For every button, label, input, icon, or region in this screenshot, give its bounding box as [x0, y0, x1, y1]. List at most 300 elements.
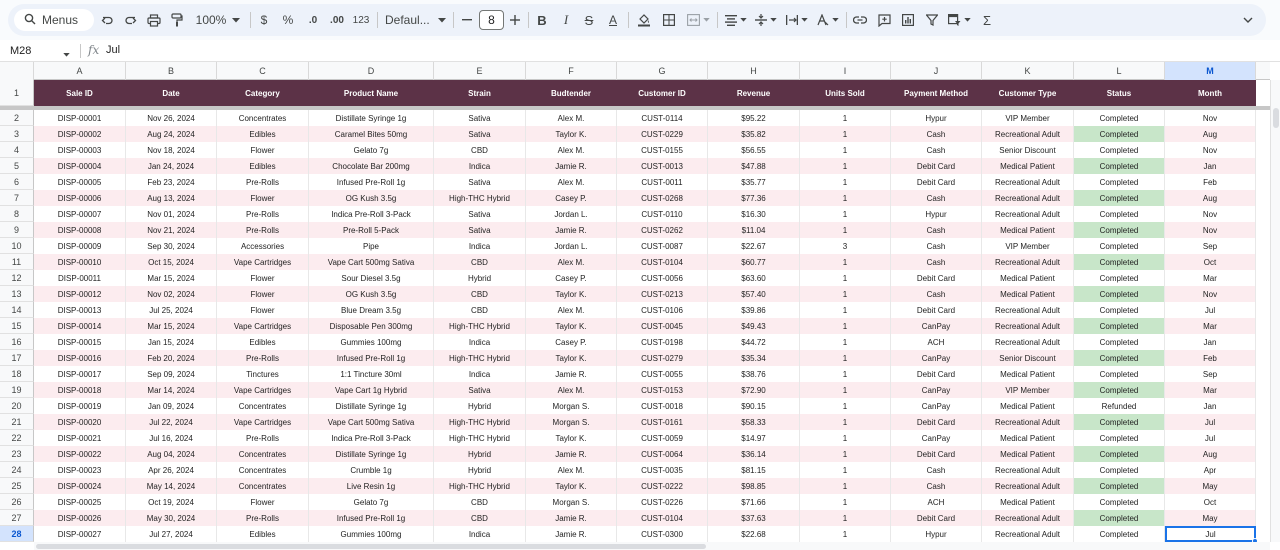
data-cell[interactable]: Jamie R. [526, 446, 617, 462]
data-cell[interactable]: Recreational Adult [982, 526, 1074, 542]
data-cell[interactable]: $22.68 [708, 526, 800, 542]
font-size-input[interactable]: 8 [479, 10, 504, 30]
data-cell[interactable]: High-THC Hybrid [434, 350, 526, 366]
data-cell[interactable]: High-THC Hybrid [434, 430, 526, 446]
data-cell[interactable]: Recreational Adult [982, 174, 1074, 190]
data-cell[interactable]: Recreational Adult [982, 478, 1074, 494]
data-cell[interactable]: 1 [800, 510, 891, 526]
data-cell[interactable]: $37.63 [708, 510, 800, 526]
data-cell[interactable]: DISP-00006 [34, 190, 126, 206]
data-cell[interactable]: Pre-Roll 5-Pack [309, 222, 434, 238]
data-cell[interactable]: 1 [800, 190, 891, 206]
data-cell[interactable]: $39.86 [708, 302, 800, 318]
data-cell[interactable]: Concentrates [217, 462, 309, 478]
increase-font-size-icon[interactable] [508, 4, 522, 36]
data-cell[interactable]: $60.77 [708, 254, 800, 270]
data-cell[interactable]: $22.67 [708, 238, 800, 254]
formula-input[interactable]: Jul [106, 44, 121, 56]
data-cell[interactable]: Indica Pre-Roll 3-Pack [309, 430, 434, 446]
row-header[interactable]: 2 [0, 110, 34, 126]
data-cell[interactable]: Recreational Adult [982, 510, 1074, 526]
data-cell[interactable]: Apr [1165, 462, 1256, 478]
data-cell[interactable]: Cash [891, 286, 982, 302]
link-icon[interactable] [852, 4, 868, 36]
data-cell[interactable]: DISP-00022 [34, 446, 126, 462]
data-cell[interactable]: Hybrid [434, 398, 526, 414]
print-icon[interactable] [145, 4, 163, 36]
data-cell[interactable]: May 30, 2024 [126, 510, 217, 526]
data-cell[interactable]: CUST-0011 [617, 174, 708, 190]
data-cell[interactable]: DISP-00019 [34, 398, 126, 414]
data-cell[interactable]: Debit Card [891, 302, 982, 318]
filter-views-icon[interactable] [946, 4, 972, 36]
data-cell[interactable]: Mar 15, 2024 [126, 318, 217, 334]
data-cell[interactable]: DISP-00008 [34, 222, 126, 238]
data-cell[interactable]: DISP-00007 [34, 206, 126, 222]
data-cell[interactable]: Cash [891, 190, 982, 206]
data-cell[interactable]: 1 [800, 110, 891, 126]
data-cell[interactable]: Completed [1074, 446, 1165, 462]
data-cell[interactable]: Mar 15, 2024 [126, 270, 217, 286]
data-cell[interactable]: Tinctures [217, 366, 309, 382]
data-cell[interactable]: DISP-00004 [34, 158, 126, 174]
data-cell[interactable]: Distillate Syringe 1g [309, 110, 434, 126]
data-cell[interactable]: CanPay [891, 318, 982, 334]
spreadsheet-grid[interactable] [0, 62, 1270, 542]
data-cell[interactable]: Mar [1165, 318, 1256, 334]
column-header-j[interactable]: J [891, 62, 982, 80]
percent-format-button[interactable]: % [282, 13, 294, 27]
data-cell[interactable]: Indica [434, 158, 526, 174]
data-cell[interactable]: 1 [800, 270, 891, 286]
data-cell[interactable]: Completed [1074, 382, 1165, 398]
data-cell[interactable]: DISP-00001 [34, 110, 126, 126]
data-cell[interactable]: Refunded [1074, 398, 1165, 414]
data-cell[interactable]: Edibles [217, 526, 309, 542]
data-cell[interactable]: Medical Patient [982, 158, 1074, 174]
column-header-i[interactable]: I [800, 62, 891, 80]
data-cell[interactable]: Nov 01, 2024 [126, 206, 217, 222]
data-cell[interactable]: DISP-00017 [34, 366, 126, 382]
data-cell[interactable]: CUST-0155 [617, 142, 708, 158]
data-cell[interactable]: CUST-0056 [617, 270, 708, 286]
text-wrap-icon[interactable] [784, 4, 810, 36]
data-cell[interactable]: CUST-0114 [617, 110, 708, 126]
row-header[interactable]: 26 [0, 494, 34, 510]
data-cell[interactable]: CUST-0279 [617, 350, 708, 366]
header-cell[interactable]: Category [217, 80, 309, 106]
header-cell[interactable]: Status [1074, 80, 1165, 106]
data-cell[interactable]: High-THC Hybrid [434, 190, 526, 206]
text-rotation-icon[interactable] [815, 4, 841, 36]
data-cell[interactable]: $90.15 [708, 398, 800, 414]
data-cell[interactable]: Completed [1074, 174, 1165, 190]
decrease-decimal-button[interactable]: .0 [308, 14, 318, 26]
data-cell[interactable]: Live Resin 1g [309, 478, 434, 494]
italic-button[interactable]: I [563, 12, 569, 27]
data-cell[interactable]: Debit Card [891, 174, 982, 190]
bold-button[interactable]: B [537, 12, 547, 28]
data-cell[interactable]: Medical Patient [982, 270, 1074, 286]
selected-cell[interactable]: Jul [1165, 526, 1256, 542]
data-cell[interactable]: Sep [1165, 366, 1256, 382]
data-cell[interactable]: DISP-00014 [34, 318, 126, 334]
data-cell[interactable]: Oct 15, 2024 [126, 254, 217, 270]
data-cell[interactable]: Infused Pre-Roll 1g [309, 174, 434, 190]
currency-format-button[interactable]: $ [260, 13, 268, 27]
data-cell[interactable]: 1 [800, 286, 891, 302]
data-cell[interactable]: $16.30 [708, 206, 800, 222]
data-cell[interactable]: Oct 19, 2024 [126, 494, 217, 510]
data-cell[interactable]: DISP-00016 [34, 350, 126, 366]
data-cell[interactable]: DISP-00010 [34, 254, 126, 270]
data-cell[interactable]: DISP-00002 [34, 126, 126, 142]
data-cell[interactable]: DISP-00015 [34, 334, 126, 350]
decrease-font-size-icon[interactable] [460, 4, 474, 36]
data-cell[interactable]: Hybrid [434, 446, 526, 462]
data-cell[interactable]: Alex M. [526, 174, 617, 190]
data-cell[interactable]: Sativa [434, 222, 526, 238]
data-cell[interactable]: Cash [891, 478, 982, 494]
data-cell[interactable]: Apr 26, 2024 [126, 462, 217, 478]
fill-color-icon[interactable] [636, 4, 652, 36]
data-cell[interactable]: Sep [1165, 238, 1256, 254]
text-color-button[interactable] [605, 4, 621, 36]
data-cell[interactable]: DISP-00020 [34, 414, 126, 430]
data-cell[interactable]: Jan 09, 2024 [126, 398, 217, 414]
data-cell[interactable]: ACH [891, 494, 982, 510]
data-cell[interactable]: Edibles [217, 158, 309, 174]
data-cell[interactable]: 1 [800, 462, 891, 478]
data-cell[interactable]: High-THC Hybrid [434, 478, 526, 494]
data-cell[interactable]: CUST-0222 [617, 478, 708, 494]
data-cell[interactable]: Recreational Adult [982, 126, 1074, 142]
row-header[interactable]: 12 [0, 270, 34, 286]
data-cell[interactable]: DISP-00013 [34, 302, 126, 318]
menus-search-button[interactable] [14, 9, 94, 31]
data-cell[interactable]: Medical Patient [982, 222, 1074, 238]
data-cell[interactable]: Mar [1165, 270, 1256, 286]
data-cell[interactable]: Completed [1074, 414, 1165, 430]
data-cell[interactable]: CUST-0035 [617, 462, 708, 478]
data-cell[interactable]: DISP-00023 [34, 462, 126, 478]
data-cell[interactable]: Jamie R. [526, 158, 617, 174]
merge-cells-icon[interactable] [685, 4, 711, 36]
row-header[interactable]: 11 [0, 254, 34, 270]
data-cell[interactable]: CBD [434, 302, 526, 318]
data-cell[interactable]: Vape Cart 500mg Sativa [309, 414, 434, 430]
data-cell[interactable]: Aug [1165, 190, 1256, 206]
data-cell[interactable]: $35.34 [708, 350, 800, 366]
data-cell[interactable]: Morgan S. [526, 398, 617, 414]
data-cell[interactable]: Senior Discount [982, 350, 1074, 366]
data-cell[interactable]: CUST-0153 [617, 382, 708, 398]
data-cell[interactable]: Jul [1165, 430, 1256, 446]
data-cell[interactable]: CUST-0198 [617, 334, 708, 350]
column-header-c[interactable]: C [217, 62, 309, 80]
data-cell[interactable]: Taylor K. [526, 350, 617, 366]
functions-button[interactable]: Σ [982, 12, 992, 28]
data-cell[interactable]: Debit Card [891, 158, 982, 174]
data-cell[interactable]: 1 [800, 382, 891, 398]
data-cell[interactable]: Indica [434, 526, 526, 542]
data-cell[interactable]: DISP-00026 [34, 510, 126, 526]
data-cell[interactable]: Alex M. [526, 462, 617, 478]
data-cell[interactable]: DISP-00018 [34, 382, 126, 398]
data-cell[interactable]: 1 [800, 158, 891, 174]
data-cell[interactable]: CBD [434, 510, 526, 526]
data-cell[interactable]: Hypur [891, 526, 982, 542]
data-cell[interactable]: DISP-00021 [34, 430, 126, 446]
data-cell[interactable]: Completed [1074, 238, 1165, 254]
data-cell[interactable]: Pre-Rolls [217, 430, 309, 446]
data-cell[interactable]: Alex M. [526, 302, 617, 318]
data-cell[interactable]: DISP-00011 [34, 270, 126, 286]
data-cell[interactable]: DISP-00003 [34, 142, 126, 158]
data-cell[interactable]: Completed [1074, 206, 1165, 222]
data-cell[interactable]: Recreational Adult [982, 414, 1074, 430]
header-cell[interactable]: Product Name [309, 80, 434, 106]
data-cell[interactable]: Mar [1165, 382, 1256, 398]
row-header[interactable]: 16 [0, 334, 34, 350]
data-cell[interactable]: DISP-00005 [34, 174, 126, 190]
data-cell[interactable]: Concentrates [217, 478, 309, 494]
data-cell[interactable]: OG Kush 3.5g [309, 190, 434, 206]
data-cell[interactable]: 1 [800, 254, 891, 270]
data-cell[interactable]: Pre-Rolls [217, 206, 309, 222]
data-cell[interactable]: CUST-0013 [617, 158, 708, 174]
row-header[interactable]: 10 [0, 238, 34, 254]
data-cell[interactable]: Cash [891, 254, 982, 270]
data-cell[interactable]: $11.04 [708, 222, 800, 238]
data-cell[interactable]: Casey P. [526, 190, 617, 206]
data-cell[interactable]: 1 [800, 398, 891, 414]
data-cell[interactable]: Pre-Rolls [217, 174, 309, 190]
data-cell[interactable]: Crumble 1g [309, 462, 434, 478]
data-cell[interactable]: Sativa [434, 110, 526, 126]
data-cell[interactable]: Jan [1165, 398, 1256, 414]
data-cell[interactable]: 1 [800, 142, 891, 158]
header-cell[interactable]: Revenue [708, 80, 800, 106]
data-cell[interactable]: $95.22 [708, 110, 800, 126]
data-cell[interactable]: $35.82 [708, 126, 800, 142]
row-header[interactable]: 21 [0, 414, 34, 430]
data-cell[interactable]: CUST-0106 [617, 302, 708, 318]
data-cell[interactable]: Recreational Adult [982, 254, 1074, 270]
data-cell[interactable]: Completed [1074, 254, 1165, 270]
horizontal-scroll-thumb[interactable] [36, 544, 706, 549]
column-header-a[interactable]: A [34, 62, 126, 80]
data-cell[interactable]: OG Kush 3.5g [309, 286, 434, 302]
data-cell[interactable]: Completed [1074, 334, 1165, 350]
data-cell[interactable]: Accessories [217, 238, 309, 254]
data-cell[interactable]: Cash [891, 238, 982, 254]
horizontal-align-icon[interactable] [723, 4, 749, 36]
data-cell[interactable]: $58.33 [708, 414, 800, 430]
data-cell[interactable]: 1 [800, 334, 891, 350]
row-header[interactable]: 25 [0, 478, 34, 494]
data-cell[interactable]: CUST-0161 [617, 414, 708, 430]
data-cell[interactable]: Completed [1074, 430, 1165, 446]
data-cell[interactable]: Completed [1074, 110, 1165, 126]
row-header[interactable]: 27 [0, 510, 34, 526]
data-cell[interactable]: Flower [217, 270, 309, 286]
column-header-m[interactable]: M [1165, 62, 1256, 80]
data-cell[interactable]: Completed [1074, 478, 1165, 494]
data-cell[interactable]: Completed [1074, 270, 1165, 286]
data-cell[interactable]: Jul 16, 2024 [126, 430, 217, 446]
data-cell[interactable]: 1 [800, 302, 891, 318]
data-cell[interactable]: Sep 09, 2024 [126, 366, 217, 382]
data-cell[interactable]: Jul 25, 2024 [126, 302, 217, 318]
data-cell[interactable]: 3 [800, 238, 891, 254]
data-cell[interactable]: Completed [1074, 526, 1165, 542]
data-cell[interactable]: Vape Cart 1g Hybrid [309, 382, 434, 398]
filter-icon[interactable] [924, 4, 940, 36]
data-cell[interactable]: Nov [1165, 110, 1256, 126]
data-cell[interactable]: Completed [1074, 302, 1165, 318]
data-cell[interactable]: 1 [800, 174, 891, 190]
data-cell[interactable]: Hypur [891, 206, 982, 222]
chart-icon[interactable] [900, 4, 916, 36]
data-cell[interactable]: Aug 04, 2024 [126, 446, 217, 462]
data-cell[interactable]: Recreational Adult [982, 190, 1074, 206]
row-header[interactable]: 15 [0, 318, 34, 334]
data-cell[interactable]: Hybrid [434, 462, 526, 478]
data-cell[interactable]: CBD [434, 286, 526, 302]
data-cell[interactable]: Completed [1074, 510, 1165, 526]
data-cell[interactable]: Concentrates [217, 398, 309, 414]
data-cell[interactable]: Caramel Bites 50mg [309, 126, 434, 142]
data-cell[interactable]: Cash [891, 222, 982, 238]
redo-icon[interactable] [121, 4, 139, 36]
data-cell[interactable]: Edibles [217, 126, 309, 142]
comment-icon[interactable] [876, 4, 892, 36]
data-cell[interactable]: Completed [1074, 158, 1165, 174]
data-cell[interactable]: Medical Patient [982, 494, 1074, 510]
data-cell[interactable]: Completed [1074, 494, 1165, 510]
data-cell[interactable]: CanPay [891, 398, 982, 414]
data-cell[interactable]: 1 [800, 126, 891, 142]
data-cell[interactable]: Completed [1074, 222, 1165, 238]
data-cell[interactable]: VIP Member [982, 238, 1074, 254]
data-cell[interactable]: Jul [1165, 302, 1256, 318]
data-cell[interactable]: CUST-0064 [617, 446, 708, 462]
data-cell[interactable]: CUST-0213 [617, 286, 708, 302]
data-cell[interactable]: CanPay [891, 430, 982, 446]
data-cell[interactable]: $81.15 [708, 462, 800, 478]
data-cell[interactable]: Mar 14, 2024 [126, 382, 217, 398]
data-cell[interactable]: 1 [800, 206, 891, 222]
data-cell[interactable]: Completed [1074, 462, 1165, 478]
data-cell[interactable]: CUST-0104 [617, 254, 708, 270]
data-cell[interactable]: Taylor K. [526, 430, 617, 446]
data-cell[interactable]: Medical Patient [982, 286, 1074, 302]
data-cell[interactable]: Gummies 100mg [309, 334, 434, 350]
data-cell[interactable]: Medical Patient [982, 366, 1074, 382]
data-cell[interactable]: DISP-00025 [34, 494, 126, 510]
column-header-e[interactable]: E [434, 62, 526, 80]
data-cell[interactable]: Sativa [434, 174, 526, 190]
data-cell[interactable]: Feb [1165, 350, 1256, 366]
data-cell[interactable]: Completed [1074, 318, 1165, 334]
data-cell[interactable]: Recreational Adult [982, 206, 1074, 222]
data-cell[interactable]: CUST-0045 [617, 318, 708, 334]
data-cell[interactable]: Casey P. [526, 270, 617, 286]
data-cell[interactable]: Senior Discount [982, 142, 1074, 158]
data-cell[interactable]: Pipe [309, 238, 434, 254]
data-cell[interactable]: Aug [1165, 446, 1256, 462]
data-cell[interactable]: $77.36 [708, 190, 800, 206]
data-cell[interactable]: Casey P. [526, 334, 617, 350]
collapse-toolbar-icon[interactable] [1240, 4, 1256, 36]
data-cell[interactable]: CUST-0087 [617, 238, 708, 254]
column-header-b[interactable]: B [126, 62, 217, 80]
data-cell[interactable]: Sep 30, 2024 [126, 238, 217, 254]
data-cell[interactable]: 1 [800, 494, 891, 510]
row-header[interactable]: 22 [0, 430, 34, 446]
number-format-button[interactable]: 123 [352, 14, 370, 26]
data-cell[interactable]: $44.72 [708, 334, 800, 350]
data-cell[interactable]: Aug 13, 2024 [126, 190, 217, 206]
data-cell[interactable]: $56.55 [708, 142, 800, 158]
select-all-corner[interactable] [0, 62, 34, 80]
data-cell[interactable]: Sativa [434, 126, 526, 142]
data-cell[interactable]: CBD [434, 494, 526, 510]
data-cell[interactable]: 1 [800, 318, 891, 334]
data-cell[interactable]: Jul 22, 2024 [126, 414, 217, 430]
data-cell[interactable]: Vape Cartridges [217, 414, 309, 430]
data-cell[interactable]: Recreational Adult [982, 334, 1074, 350]
row-header[interactable]: 19 [0, 382, 34, 398]
data-cell[interactable]: $63.60 [708, 270, 800, 286]
data-cell[interactable]: Morgan S. [526, 494, 617, 510]
data-cell[interactable]: $72.90 [708, 382, 800, 398]
header-cell[interactable]: Payment Method [891, 80, 982, 106]
data-cell[interactable]: $36.14 [708, 446, 800, 462]
data-cell[interactable]: Morgan S. [526, 414, 617, 430]
row-header[interactable]: 4 [0, 142, 34, 158]
data-cell[interactable]: May 14, 2024 [126, 478, 217, 494]
increase-decimal-button[interactable]: .00 [330, 14, 344, 26]
header-cell[interactable]: Customer ID [617, 80, 708, 106]
data-cell[interactable]: Nov [1165, 222, 1256, 238]
data-cell[interactable]: $49.43 [708, 318, 800, 334]
vertical-scrollbar[interactable] [1270, 80, 1280, 542]
data-cell[interactable]: Debit Card [891, 366, 982, 382]
vertical-align-icon[interactable] [753, 4, 779, 36]
data-cell[interactable]: Jan 24, 2024 [126, 158, 217, 174]
data-cell[interactable]: Disposable Pen 300mg [309, 318, 434, 334]
data-cell[interactable]: Hybrid [434, 270, 526, 286]
data-cell[interactable]: $98.85 [708, 478, 800, 494]
row-header[interactable]: 6 [0, 174, 34, 190]
data-cell[interactable]: Debit Card [891, 270, 982, 286]
data-cell[interactable]: Nov 26, 2024 [126, 110, 217, 126]
data-cell[interactable]: Nov 21, 2024 [126, 222, 217, 238]
data-cell[interactable]: Completed [1074, 142, 1165, 158]
data-cell[interactable]: $35.77 [708, 174, 800, 190]
header-cell[interactable]: Month [1165, 80, 1256, 106]
column-header-k[interactable]: K [982, 62, 1074, 80]
data-cell[interactable]: Indica [434, 238, 526, 254]
data-cell[interactable]: Chocolate Bar 200mg [309, 158, 434, 174]
header-cell[interactable]: Units Sold [800, 80, 891, 106]
data-cell[interactable]: Feb 20, 2024 [126, 350, 217, 366]
data-cell[interactable]: Jan 15, 2024 [126, 334, 217, 350]
row-header[interactable]: 28 [0, 526, 34, 542]
data-cell[interactable]: Nov [1165, 206, 1256, 222]
